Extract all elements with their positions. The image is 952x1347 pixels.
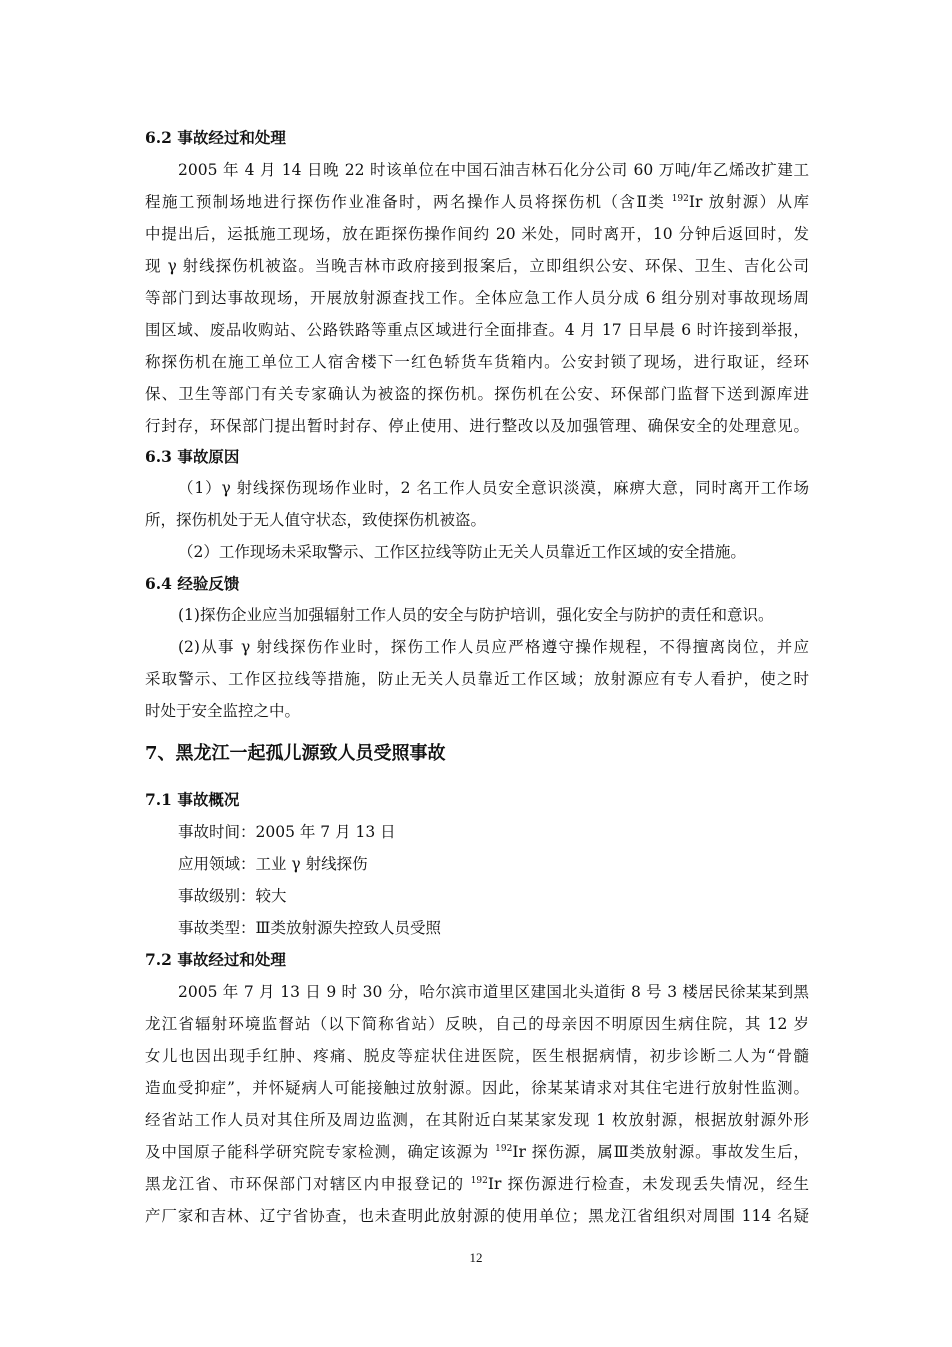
incident-field: 应用领域：工业 γ 射线探伤	[178, 855, 368, 873]
paragraph-line: 时处于安全监控之中。	[145, 702, 301, 720]
paragraph-line: 经省站工作人员对其住所及周边监测，在其附近白某某家发现 1 枚放射源，根据放射源外形	[145, 1111, 809, 1129]
paragraph-line: 2005 年 7 月 13 日 9 时 30 分，哈尔滨市道里区建国北头道街 8 号 3 楼居民徐某某到黑	[178, 983, 809, 1001]
incident-type: 事故类型：Ⅲ类放射源失控致人员受照	[178, 919, 441, 937]
paragraph-line: 及中国原子能科学研究院专家检测，确定该源为 $^{192}$Ir 探伤源，属Ⅲ类放射源。事故发生后，	[145, 1143, 809, 1161]
section-7-heading: 7、黑龙江一起孤儿源致人员受照事故	[145, 743, 446, 764]
paragraph-line: 等部门到达事故现场，开展放射源查找工作。全体应急工作人员分成 6 组分别对事故现场周	[145, 289, 809, 307]
paragraph-line: 采取警示、工作区拉线等措施，防止无关人员靠近工作区域；放射源应有专人看护，使之时	[145, 670, 809, 688]
paragraph-line: 产厂家和吉林、辽宁省协查，也未查明此放射源的使用单位；黑龙江省组织对周围 114 名疑	[145, 1207, 809, 1225]
section-7-1-heading: 7.1 事故概况	[145, 790, 240, 809]
paragraph-line: 现 γ 射线探伤机被盗。当晚吉林市政府接到报案后，立即组织公安、环保、卫生、吉化公司	[145, 257, 809, 275]
section-6-4-heading: 6.4 经验反馈	[145, 574, 240, 593]
paragraph-line: (1)探伤企业应当加强辐射工作人员的安全与防护培训，强化安全与防护的责任和意识。	[178, 606, 774, 624]
paragraph-line: 所，探伤机处于无人值守状态，致使探伤机被盗。	[145, 511, 487, 529]
incident-time: 事故时间：2005 年 7 月 13 日	[178, 823, 396, 841]
paragraph-line: （1）γ 射线探伤现场作业时，2 名工作人员安全意识淡漠，麻痹大意，同时离开工作场	[178, 479, 809, 497]
page-number: 12	[469, 1250, 483, 1265]
paragraph-line: 黑龙江省、市环保部门对辖区内申报登记的 $^{192}$Ir 探伤源进行检查，未发现丢失情况，经生	[145, 1175, 809, 1193]
incident-level: 事故级别：较大	[178, 887, 287, 905]
paragraph-line: 女儿也因出现手红肿、疼痛、脱皮等症状住进医院，医生根据病情，初步诊断二人为“骨髓	[145, 1047, 809, 1065]
section-6-2-heading: 6.2 事故经过和处理	[145, 128, 286, 147]
paragraph-line: 中提出后，运抵施工现场，放在距探伤操作间约 20 米处，同时离开，10 分钟后返回时，发	[145, 225, 809, 243]
paragraph-line: 龙江省辐射环境监督站（以下简称省站）反映，自己的母亲因不明原因生病住院，其 12 岁	[145, 1015, 809, 1033]
paragraph-line: 称探伤机在施工单位工人宿舍楼下一红色轿货车货箱内。公安封锁了现场，进行取证，经环	[145, 353, 809, 371]
paragraph-line: 2005 年 4 月 14 日晚 22 时该单位在中国石油吉林石化分公司 60 万吨/年乙烯改扩建工	[178, 161, 809, 179]
paragraph-line: 程施工预制场地进行探伤作业准备时，两名操作人员将探伤机（含Ⅱ类 $^{192}$Ir 放射源）从库	[145, 193, 809, 211]
section-7-2-heading: 7.2 事故经过和处理	[145, 950, 286, 969]
paragraph-line: (2)从事 γ 射线探伤作业时，探伤工作人员应严格遵守操作规程，不得擅离岗位，并应	[178, 638, 809, 656]
paragraph-line: 造血受抑症”，并怀疑病人可能接触过放射源。因此，徐某某请求对其住宅进行放射性监测。	[145, 1079, 809, 1097]
paragraph-line: 行封存，环保部门提出暂时封存、停止使用、进行整改以及加强管理、确保安全的处理意见。	[145, 417, 809, 435]
paragraph-line: 保、卫生等部门有关专家确认为被盗的探伤机。探伤机在公安、环保部门监督下送到源库进	[145, 385, 809, 403]
paragraph-line: 围区域、废品收购站、公路铁路等重点区域进行全面排查。4 月 17 日早晨 6 时许接到举报，	[145, 321, 809, 339]
paragraph-line: （2）工作现场未采取警示、工作区拉线等防止无关人员靠近工作区域的安全措施。	[178, 543, 746, 561]
section-6-3-heading: 6.3 事故原因	[145, 447, 240, 466]
